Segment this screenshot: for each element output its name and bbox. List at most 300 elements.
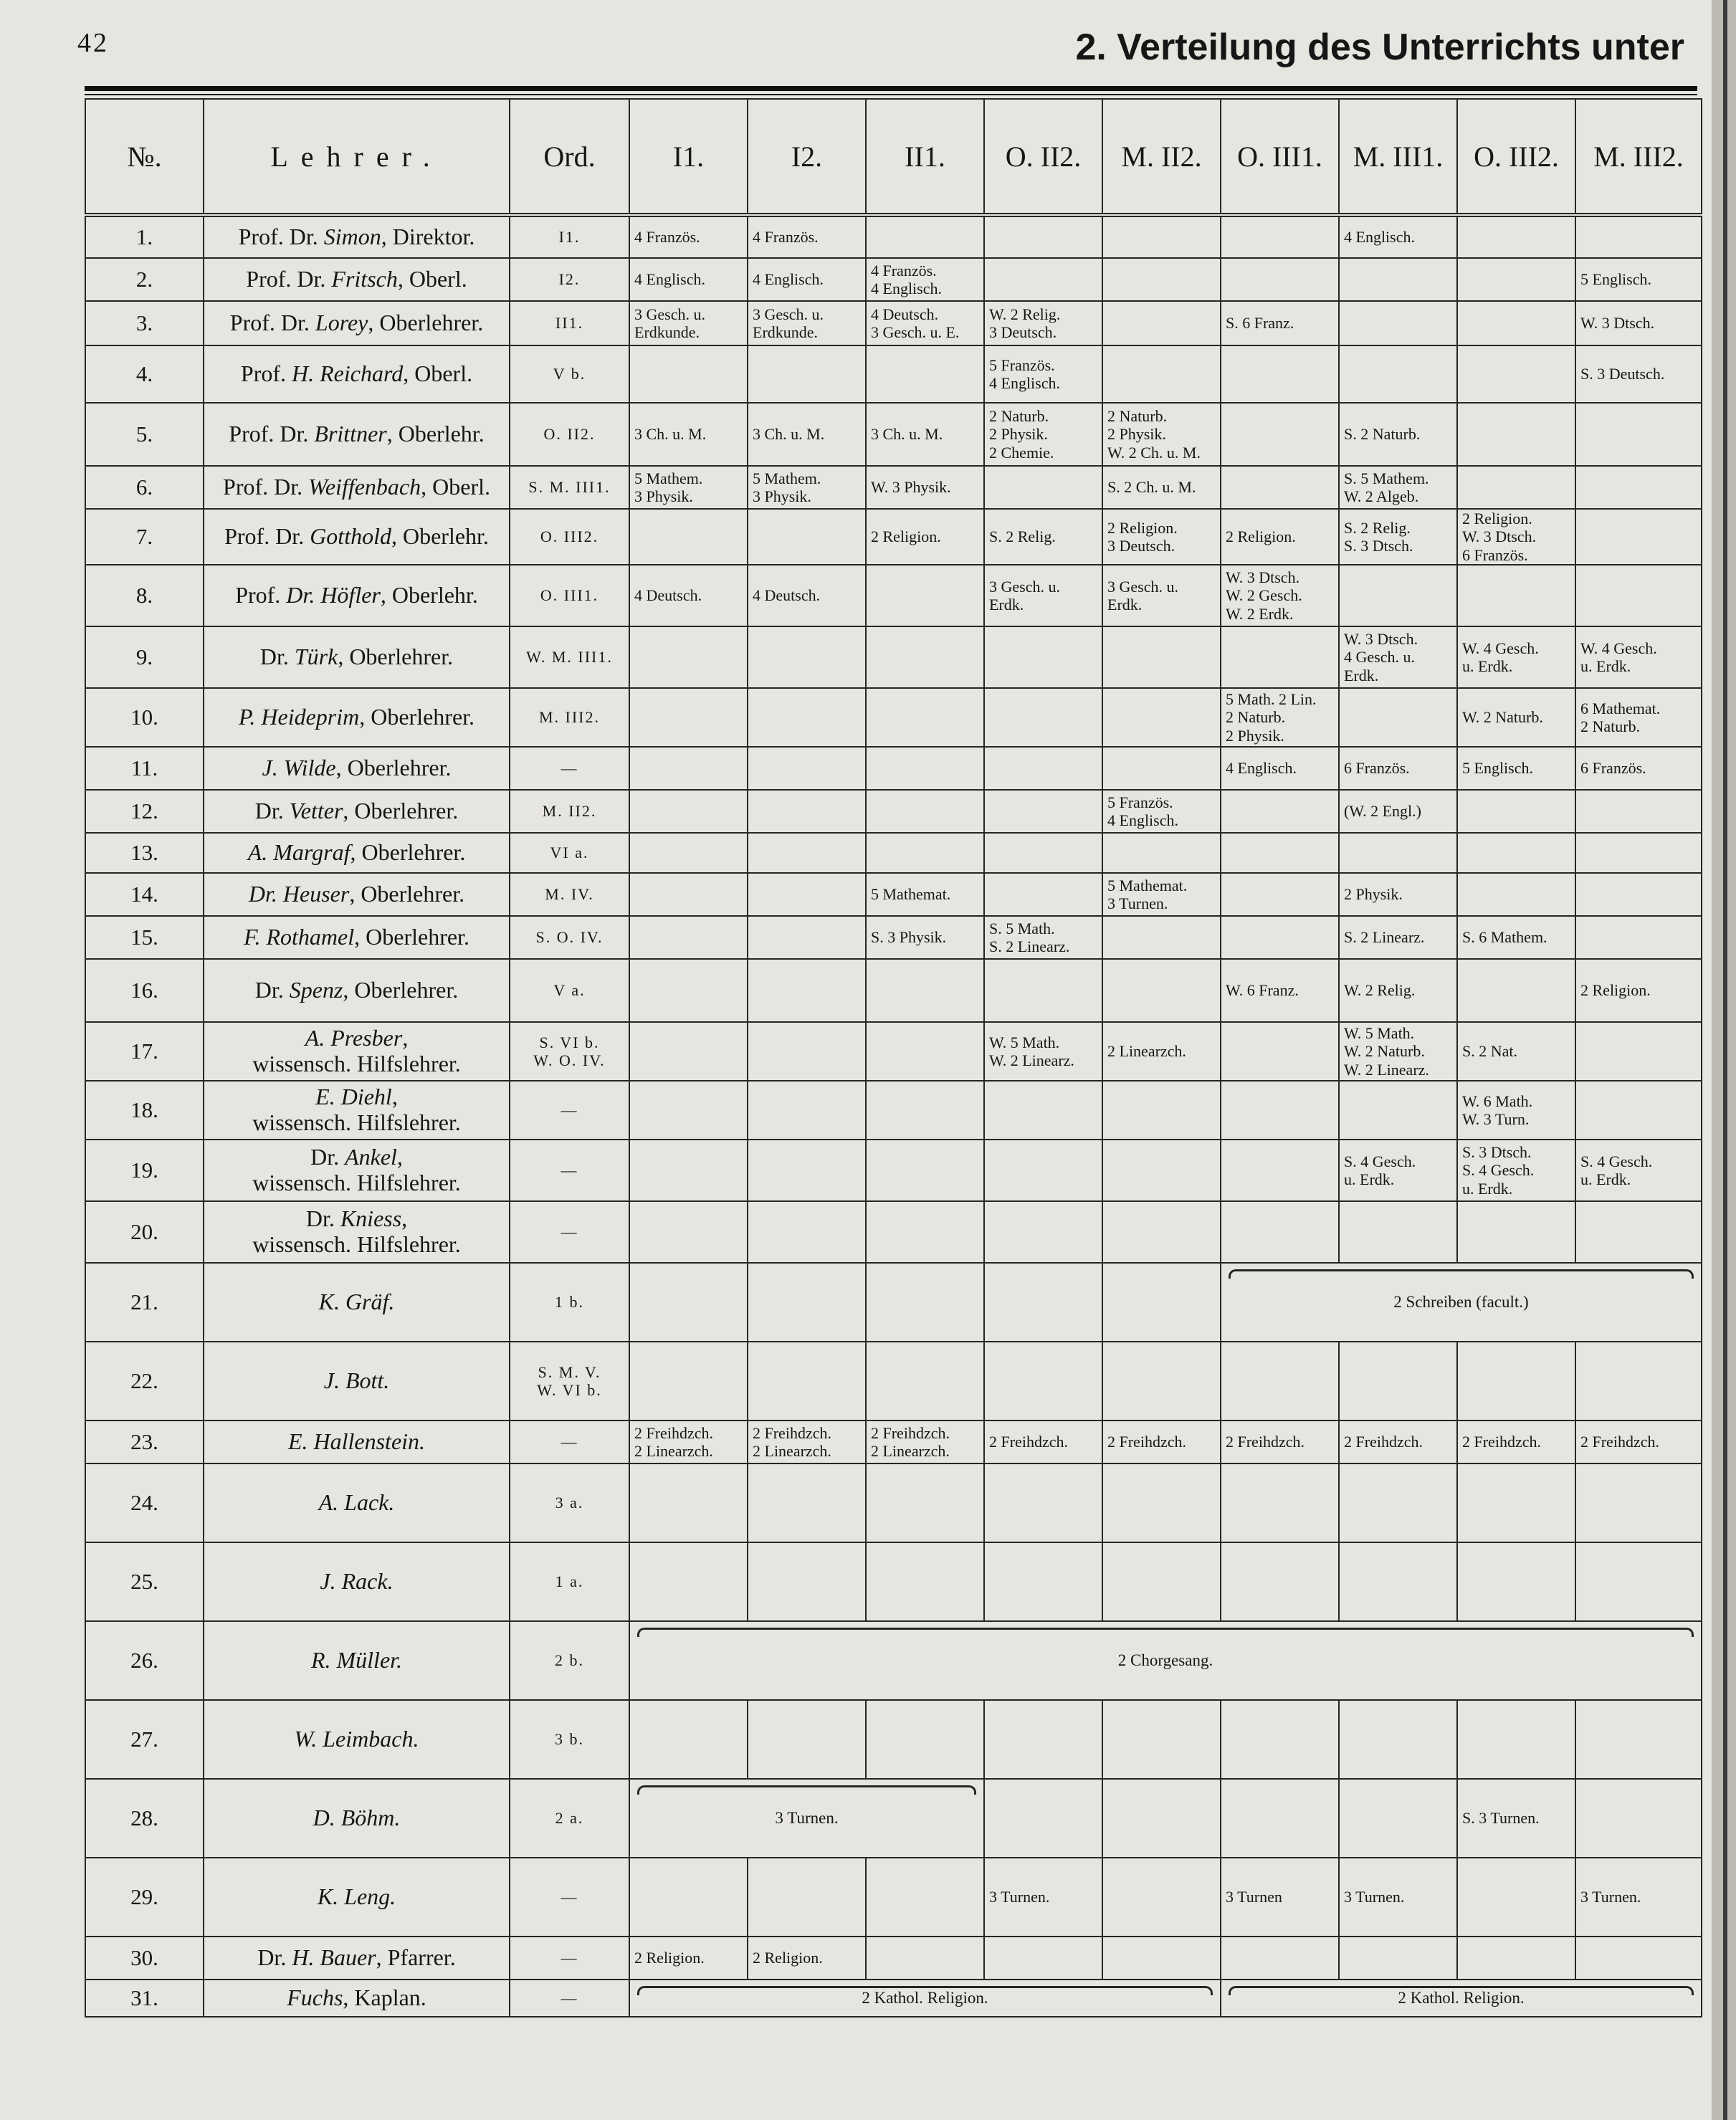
ordinarius-class: —: [510, 1980, 629, 2017]
teacher-name: [204, 1081, 510, 1140]
lesson-cell: 3 Turnen.: [1339, 1858, 1457, 1937]
table-row: [85, 301, 1702, 345]
lesson-cell: [748, 1201, 866, 1263]
row-number: 28.: [85, 1779, 204, 1858]
lesson-cell: [1339, 301, 1457, 345]
teacher-name: [204, 1858, 510, 1937]
lesson-cell: [866, 1937, 984, 1980]
teacher-prefix: Prof. Dr.: [229, 421, 315, 447]
lesson-cell: [1575, 873, 1702, 916]
lesson-cell: [1457, 403, 1575, 466]
teacher-name: [204, 1263, 510, 1342]
table-row: [85, 1779, 1702, 1858]
lesson-cell: [1457, 790, 1575, 833]
ordinarius-class: 1 b.: [510, 1263, 629, 1342]
table-row: [85, 403, 1702, 466]
header-class: M. III1.: [1339, 99, 1457, 215]
row-number: 11.: [85, 747, 204, 790]
teacher-role: , Oberlehrer.: [368, 310, 484, 336]
lesson-cell: [629, 626, 748, 688]
lesson-cell: 6 Französ.: [1575, 747, 1702, 790]
lesson-cell: W. 3 Dtsch. 4 Gesch. u. Erdk.: [1339, 626, 1457, 688]
lesson-cell: [984, 747, 1102, 790]
table-body-special: [85, 1263, 1702, 2017]
ordinarius-class: I1.: [510, 215, 629, 258]
lesson-cell: 5 Math. 2 Lin. 2 Naturb. 2 Physik.: [1221, 688, 1339, 747]
teacher-surname: E. Hallenstein.: [287, 1428, 426, 1455]
teacher-role-line2: wissensch. Hilfslehrer.: [252, 1109, 461, 1135]
teacher-prefix: Dr.: [305, 1205, 340, 1232]
table-row: [85, 626, 1702, 688]
ordinarius-class: 1 a.: [510, 1542, 629, 1621]
teacher-name: [204, 1621, 510, 1700]
lesson-cell: [1102, 1858, 1221, 1937]
teacher-role: , Oberlehr.: [380, 582, 478, 608]
teacher-prefix: Dr.: [254, 798, 290, 824]
ordinarius-class: 3 a.: [510, 1464, 629, 1542]
lesson-cell: [866, 565, 984, 626]
teacher-surname: W. Leimbach.: [294, 1726, 419, 1752]
lesson-cell: [866, 626, 984, 688]
lesson-cell: [1339, 258, 1457, 301]
lesson-cell: 5 Mathemat.: [866, 873, 984, 916]
ordinarius-class: 2 a.: [510, 1779, 629, 1858]
teacher-surname: Kniess: [340, 1205, 402, 1232]
lesson-cell: [748, 509, 866, 565]
lesson-cell: [984, 1779, 1102, 1858]
lesson-cell: 3 Gesch. u. Erdkunde.: [748, 301, 866, 345]
teacher-surname: A. Presber: [305, 1025, 403, 1051]
lesson-cell: [1102, 1263, 1221, 1342]
lesson-cell: S. 2 Relig.: [984, 509, 1102, 565]
lesson-cell: [1221, 873, 1339, 916]
header-class: O. III2.: [1457, 99, 1575, 215]
lesson-cell: 2 Religion.: [866, 509, 984, 565]
row-number: 4.: [85, 345, 204, 403]
lesson-cell: [1575, 1464, 1702, 1542]
lesson-cell: [1339, 1937, 1457, 1980]
header-class: M. II2.: [1102, 99, 1221, 215]
teacher-name: [204, 1779, 510, 1858]
teacher-name: [204, 215, 510, 258]
lesson-cell: 5 Französ. 4 Englisch.: [1102, 790, 1221, 833]
lesson-cell: [1221, 833, 1339, 873]
lesson-cell: [629, 1022, 748, 1081]
lesson-cell: [1221, 1542, 1339, 1621]
lesson-cell: [629, 916, 748, 959]
lesson-cell: [1102, 345, 1221, 403]
lesson-cell: [866, 1858, 984, 1937]
lesson-cell: 5 Englisch.: [1575, 258, 1702, 301]
row-number: 15.: [85, 916, 204, 959]
lesson-cell: 2 Freihdzch.: [1339, 1421, 1457, 1464]
teacher-surname: Weiffenbach: [308, 474, 421, 500]
ordinarius-class: —: [510, 1201, 629, 1263]
lesson-cell: 5 Französ. 4 Englisch.: [984, 345, 1102, 403]
ordinarius-class: VI a.: [510, 833, 629, 873]
lesson-cell: W. 4 Gesch. u. Erdk.: [1575, 626, 1702, 688]
table-row: [85, 1421, 1702, 1464]
row-number: 27.: [85, 1700, 204, 1779]
lesson-cell: 2 Naturb. 2 Physik. 2 Chemie.: [984, 403, 1102, 466]
header-class: O. III1.: [1221, 99, 1339, 215]
lesson-cell: S. 6 Mathem.: [1457, 916, 1575, 959]
teacher-name: [204, 1700, 510, 1779]
spanning-lesson-label: 2 Kathol. Religion.: [1398, 1989, 1525, 2007]
header-class: M. III2.: [1575, 99, 1702, 215]
teacher-surname: J. Rack.: [320, 1568, 394, 1595]
lesson-cell: [866, 1140, 984, 1201]
lesson-cell: [1575, 1081, 1702, 1140]
row-number: 3.: [85, 301, 204, 345]
lesson-cell: 2 Religion.: [748, 1937, 866, 1980]
lesson-cell: S. 3 Dtsch. S. 4 Gesch. u. Erdk.: [1457, 1140, 1575, 1201]
lesson-cell: W. 4 Gesch. u. Erdk.: [1457, 626, 1575, 688]
lesson-cell: 3 Ch. u. M.: [748, 403, 866, 466]
brace-mark: [637, 1628, 1694, 1637]
lesson-cell: [1575, 466, 1702, 509]
teacher-role: , Kaplan.: [343, 1985, 426, 2011]
teacher-name: [204, 747, 510, 790]
lesson-cell: 3 Turnen: [1221, 1858, 1339, 1937]
row-number: 12.: [85, 790, 204, 833]
header-lehrer: Lehrer.: [204, 99, 510, 215]
lesson-cell: [1221, 466, 1339, 509]
lesson-cell: [1339, 1700, 1457, 1779]
lesson-cell: 3 Gesch. u. Erdk.: [984, 565, 1102, 626]
teacher-name: [204, 1464, 510, 1542]
teacher-name: [204, 345, 510, 403]
table-row: [85, 959, 1702, 1022]
teacher-surname: H. Reichard: [292, 361, 404, 387]
lesson-cell: 2 Freihdzch. 2 Linearzch.: [866, 1421, 984, 1464]
lesson-cell: [1102, 1700, 1221, 1779]
lesson-cell: W. 2 Relig.: [1339, 959, 1457, 1022]
lesson-cell: [1575, 833, 1702, 873]
teacher-surname: Ankel: [345, 1144, 397, 1170]
lesson-cell: [1102, 916, 1221, 959]
teacher-role-line2: wissensch. Hilfslehrer.: [252, 1231, 461, 1257]
lesson-cell: 5 Mathem. 3 Physik.: [629, 466, 748, 509]
lesson-cell: W. 5 Math. W. 2 Naturb. W. 2 Linearz.: [1339, 1022, 1457, 1081]
teacher-role: , Oberlehrer.: [354, 924, 469, 950]
header-class: O. II2.: [984, 99, 1102, 215]
table-row: [85, 1464, 1702, 1542]
lesson-cell: [984, 1464, 1102, 1542]
lesson-cell: [1221, 1140, 1339, 1201]
teacher-name: [204, 1980, 510, 2017]
lesson-cell: [984, 833, 1102, 873]
teaching-distribution-table: [85, 98, 1702, 2018]
ordinarius-class: S. VI b. W. O. IV.: [510, 1022, 629, 1081]
lesson-cell: W. 2 Relig. 3 Deutsch.: [984, 301, 1102, 345]
lesson-cell: [984, 790, 1102, 833]
teacher-name: [204, 790, 510, 833]
row-number: 10.: [85, 688, 204, 747]
spanning-lesson: [629, 1980, 1221, 2017]
lesson-cell: S. 5 Math. S. 2 Linearz.: [984, 916, 1102, 959]
table-row: [85, 1201, 1702, 1263]
lesson-cell: 4 Deutsch.: [748, 565, 866, 626]
lesson-cell: [1221, 916, 1339, 959]
lesson-cell: S. 4 Gesch. u. Erdk.: [1339, 1140, 1457, 1201]
lesson-cell: [1575, 403, 1702, 466]
teacher-name: [204, 1201, 510, 1263]
ordinarius-class: S. M. V. W. VI b.: [510, 1342, 629, 1421]
lesson-cell: [629, 1542, 748, 1621]
teacher-surname: Gotthold: [310, 523, 391, 550]
teacher-name: [204, 565, 510, 626]
lesson-cell: [748, 1464, 866, 1542]
teacher-surname: J. Bott.: [323, 1367, 390, 1394]
brace-mark: [1229, 1269, 1694, 1279]
header-class: II1.: [866, 99, 984, 215]
teacher-name: [204, 959, 510, 1022]
lesson-cell: [1102, 1140, 1221, 1201]
table-row: [85, 833, 1702, 873]
teacher-surname: H. Bauer: [292, 1944, 376, 1971]
row-number: 19.: [85, 1140, 204, 1201]
table-row: [85, 790, 1702, 833]
lesson-cell: [1102, 747, 1221, 790]
lesson-cell: W. 3 Dtsch. W. 2 Gesch. W. 2 Erdk.: [1221, 565, 1339, 626]
lesson-cell: [866, 345, 984, 403]
teacher-role: , Oberlehr.: [391, 523, 489, 550]
lesson-cell: 4 Französ.: [748, 215, 866, 258]
lesson-cell: [748, 747, 866, 790]
teacher-surname: D. Böhm.: [313, 1805, 401, 1831]
lesson-cell: W. 2 Naturb.: [1457, 688, 1575, 747]
lesson-cell: [1339, 1464, 1457, 1542]
teacher-surname: Fuchs: [287, 1985, 343, 2011]
teacher-surname: R. Müller.: [310, 1647, 403, 1673]
lesson-cell: 4 Englisch.: [1339, 215, 1457, 258]
lesson-cell: [748, 626, 866, 688]
lesson-cell: [866, 833, 984, 873]
lesson-cell: [1221, 345, 1339, 403]
lesson-cell: 2 Religion.: [629, 1937, 748, 1980]
brace-mark: [1229, 1986, 1694, 1995]
teacher-prefix: Dr.: [259, 644, 295, 670]
teacher-name: [204, 466, 510, 509]
table-row: [85, 1140, 1702, 1201]
teacher-prefix: Prof.: [240, 361, 292, 387]
lesson-cell: [1102, 1937, 1221, 1980]
lesson-cell: [748, 1022, 866, 1081]
ordinarius-class: —: [510, 1937, 629, 1980]
lesson-cell: [866, 1263, 984, 1342]
lesson-cell: [748, 1542, 866, 1621]
teacher-role: ,: [402, 1025, 409, 1051]
lesson-cell: 5 Mathemat. 3 Turnen.: [1102, 873, 1221, 916]
ordinarius-class: 3 b.: [510, 1700, 629, 1779]
row-number: 18.: [85, 1081, 204, 1140]
lesson-cell: 2 Freihdzch. 2 Linearzch.: [748, 1421, 866, 1464]
table-row: [85, 1342, 1702, 1421]
lesson-cell: [1102, 1779, 1221, 1858]
lesson-cell: [1457, 345, 1575, 403]
heading-rule: [85, 86, 1697, 91]
lesson-cell: [866, 688, 984, 747]
lesson-cell: S. 5 Mathem. W. 2 Algeb.: [1339, 466, 1457, 509]
row-number: 26.: [85, 1621, 204, 1700]
lesson-cell: [866, 1542, 984, 1621]
lesson-cell: [1339, 1342, 1457, 1421]
lesson-cell: [748, 1263, 866, 1342]
lesson-cell: [1221, 1779, 1339, 1858]
lesson-cell: (W. 2 Engl.): [1339, 790, 1457, 833]
heading-rule-thin: [85, 94, 1697, 95]
table-row: [85, 509, 1702, 565]
ordinarius-class: V b.: [510, 345, 629, 403]
teacher-name: [204, 833, 510, 873]
ordinarius-class: —: [510, 747, 629, 790]
row-number: 17.: [85, 1022, 204, 1081]
lesson-cell: 2 Religion. 3 Deutsch.: [1102, 509, 1221, 565]
teacher-role: , Oberl.: [397, 266, 467, 292]
teacher-prefix: Prof. Dr.: [246, 266, 332, 292]
teacher-role-line2: wissensch. Hilfslehrer.: [252, 1051, 461, 1076]
lesson-cell: W. 6 Franz.: [1221, 959, 1339, 1022]
lesson-cell: [1221, 1022, 1339, 1081]
teacher-surname: Simon: [323, 224, 381, 250]
lesson-cell: [1102, 833, 1221, 873]
lesson-cell: 6 Mathemat. 2 Naturb.: [1575, 688, 1702, 747]
table-row: [85, 1980, 1702, 2017]
lesson-cell: 2 Religion.: [1575, 959, 1702, 1022]
lesson-cell: 3 Turnen.: [1575, 1858, 1702, 1937]
row-number: 25.: [85, 1542, 204, 1621]
lesson-cell: [1575, 1022, 1702, 1081]
ordinarius-class: 2 b.: [510, 1621, 629, 1700]
lesson-cell: 6 Französ.: [1339, 747, 1457, 790]
teacher-surname: E. Diehl: [315, 1084, 392, 1110]
lesson-cell: 2 Freihdzch.: [984, 1421, 1102, 1464]
lesson-cell: [1102, 626, 1221, 688]
lesson-cell: 4 Französ. 4 Englisch.: [866, 258, 984, 301]
teacher-name: [204, 509, 510, 565]
lesson-cell: [629, 873, 748, 916]
lesson-cell: [748, 1081, 866, 1140]
lesson-cell: [1221, 1937, 1339, 1980]
table-row: [85, 1081, 1702, 1140]
teacher-prefix: Prof. Dr.: [229, 310, 315, 336]
ordinarius-class: —: [510, 1081, 629, 1140]
lesson-cell: [629, 509, 748, 565]
lesson-cell: [629, 1464, 748, 1542]
teacher-surname: P. Heideprim: [238, 704, 360, 730]
lesson-cell: [984, 1263, 1102, 1342]
lesson-cell: [1575, 1700, 1702, 1779]
teacher-name: [204, 873, 510, 916]
lesson-cell: 2 Religion.: [1221, 509, 1339, 565]
page-edge-shadow: [1723, 0, 1727, 2120]
lesson-cell: [748, 959, 866, 1022]
lesson-cell: [866, 215, 984, 258]
page-heading: 2. Verteilung des Unterrichts unter: [1075, 27, 1684, 68]
lesson-cell: [1457, 215, 1575, 258]
lesson-cell: 4 Englisch.: [629, 258, 748, 301]
teacher-prefix: Prof. Dr.: [223, 474, 309, 500]
lesson-cell: [984, 1201, 1102, 1263]
lesson-cell: [984, 1542, 1102, 1621]
lesson-cell: [984, 1140, 1102, 1201]
lesson-cell: [1457, 466, 1575, 509]
table-row: [85, 1621, 1702, 1700]
lesson-cell: [866, 1342, 984, 1421]
ordinarius-class: O. II2.: [510, 403, 629, 466]
spanning-lesson-label: 2 Kathol. Religion.: [862, 1989, 988, 2007]
row-number: 29.: [85, 1858, 204, 1937]
lesson-cell: [1575, 1779, 1702, 1858]
teacher-surname: Spenz: [289, 977, 343, 1003]
table-row: [85, 688, 1702, 747]
ordinarius-class: —: [510, 1858, 629, 1937]
teacher-role: , Oberlehrer.: [349, 881, 465, 907]
lesson-cell: 2 Freihdzch.: [1221, 1421, 1339, 1464]
lesson-cell: [1339, 1201, 1457, 1263]
lesson-cell: [1102, 688, 1221, 747]
lesson-cell: [1457, 258, 1575, 301]
lesson-cell: [1221, 1464, 1339, 1542]
table-row: [85, 215, 1702, 258]
lesson-cell: S. 3 Turnen.: [1457, 1779, 1575, 1858]
lesson-cell: [984, 1700, 1102, 1779]
table-row: [85, 345, 1702, 403]
teacher-name: [204, 258, 510, 301]
teacher-prefix: Dr.: [257, 1944, 292, 1971]
table-row: [85, 747, 1702, 790]
lesson-cell: 4 Englisch.: [748, 258, 866, 301]
lesson-cell: [1102, 1542, 1221, 1621]
teacher-surname: A. Margraf: [247, 839, 350, 866]
lesson-cell: [1102, 1081, 1221, 1140]
lesson-cell: [1457, 1858, 1575, 1937]
lesson-cell: [1575, 1342, 1702, 1421]
lesson-cell: [1339, 345, 1457, 403]
lesson-cell: [1575, 1201, 1702, 1263]
lesson-cell: [1221, 1081, 1339, 1140]
teacher-surname: Dr. Höfler: [286, 582, 381, 608]
teacher-name: [204, 1421, 510, 1464]
lesson-cell: [1102, 258, 1221, 301]
lesson-cell: [866, 747, 984, 790]
lesson-cell: [1457, 833, 1575, 873]
teacher-name: [204, 688, 510, 747]
lesson-cell: [1575, 790, 1702, 833]
lesson-cell: [748, 1342, 866, 1421]
lesson-cell: [1221, 215, 1339, 258]
teacher-surname: A. Lack.: [318, 1489, 395, 1516]
ordinarius-class: O. III2.: [510, 509, 629, 565]
teacher-role: , Oberlehr.: [386, 421, 485, 447]
teacher-name: [204, 916, 510, 959]
lesson-cell: [866, 1201, 984, 1263]
lesson-cell: [866, 1081, 984, 1140]
table-row: [85, 565, 1702, 626]
teacher-role: ,: [391, 1084, 398, 1110]
lesson-cell: S. 2 Relig. S. 3 Dtsch.: [1339, 509, 1457, 565]
teacher-role: , Oberlehrer.: [359, 704, 475, 730]
lesson-cell: [984, 959, 1102, 1022]
lesson-cell: [1457, 1464, 1575, 1542]
lesson-cell: [1102, 1201, 1221, 1263]
teacher-prefix: Prof.: [235, 582, 287, 608]
lesson-cell: [1457, 1342, 1575, 1421]
lesson-cell: [1339, 565, 1457, 626]
ordinarius-class: —: [510, 1140, 629, 1201]
teacher-surname: Vetter: [289, 798, 343, 824]
